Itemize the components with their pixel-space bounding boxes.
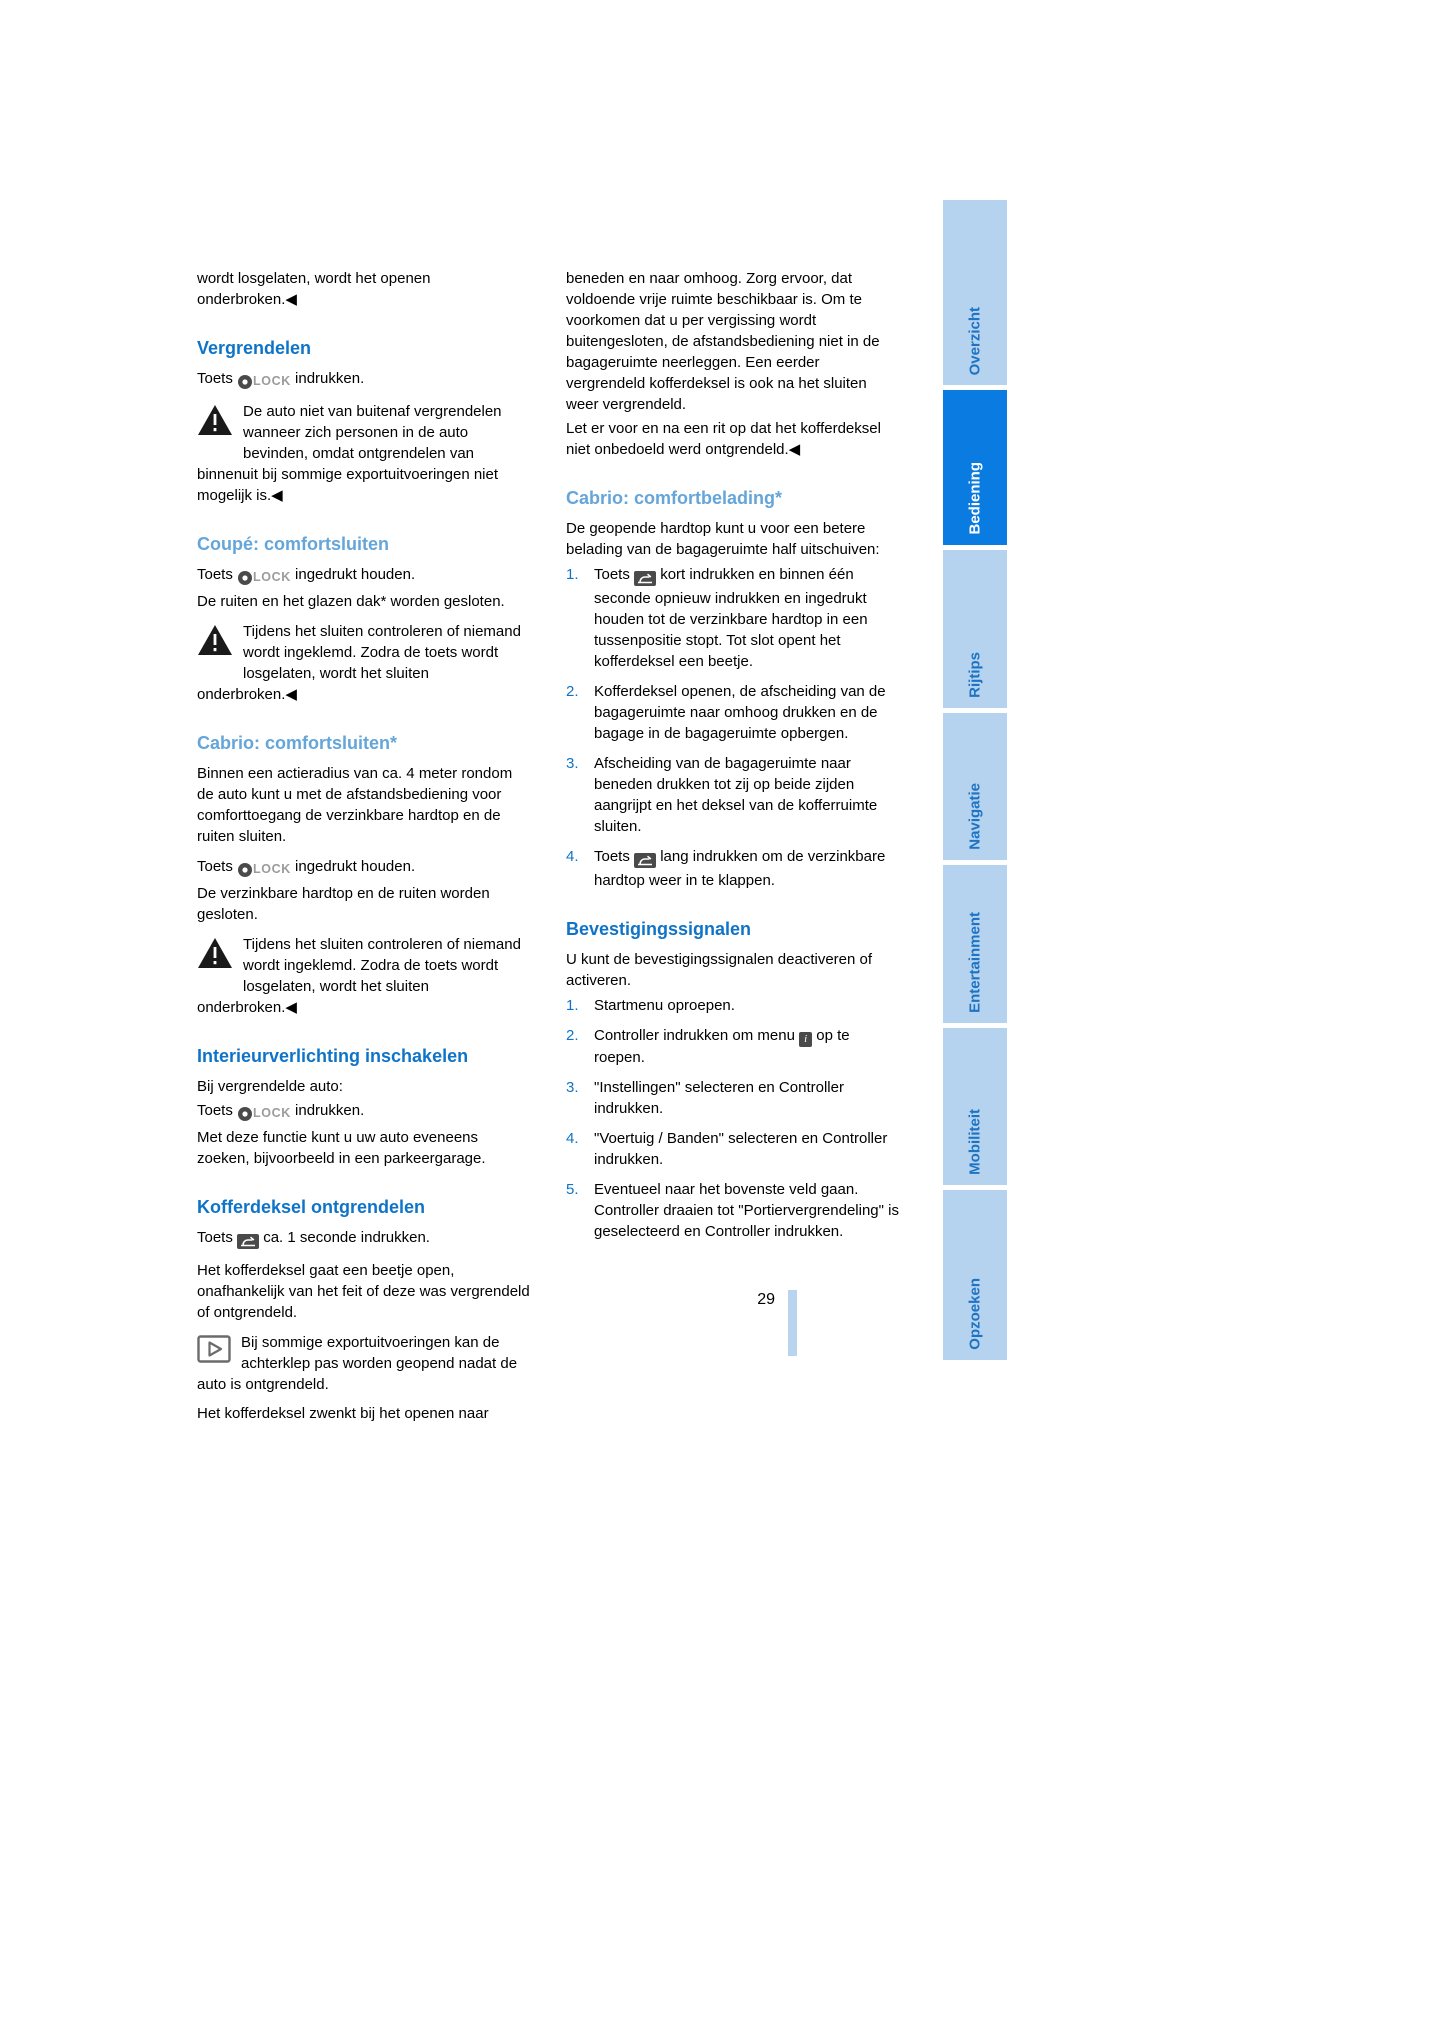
tab-label: Overzicht xyxy=(966,306,984,375)
text: Controller indrukken om menu xyxy=(594,1027,795,1044)
text: Kofferdeksel openen, de afscheiding van de bagageruimte naar omhoog drukken en de bagage in de bagageruimte opbergen. xyxy=(594,683,886,742)
heading-cabrio-comfortbelading: Cabrio: comfortbelading* xyxy=(566,488,783,508)
list-item xyxy=(566,681,902,744)
tab-label: Entertainment xyxy=(966,912,984,1013)
heading-bevestigingssignalen: Bevestigingssignalen xyxy=(566,919,752,939)
warning-icon xyxy=(197,404,233,442)
tab-label: Navigatie xyxy=(966,783,984,850)
text: Startmenu oproepen. xyxy=(594,997,735,1014)
list-number: 4. xyxy=(566,848,579,865)
lock-icon-label: LOCK xyxy=(253,1106,291,1120)
lock-remote-icon xyxy=(237,859,291,880)
text: Toets xyxy=(197,858,233,875)
list-number: 3. xyxy=(566,755,579,772)
list-item xyxy=(566,1077,902,1119)
lock-icon-label: LOCK xyxy=(253,862,291,876)
text: kort indrukken en binnen één seconde opnieuw indrukken en ingedrukt houden tot de verzinkbare hardtop in een tussenpositie stopt. Tot slot opent het kofferdeksel een beetje. xyxy=(594,566,868,670)
heading-coupe-comfortsluiten: Coupé: comfortsluiten xyxy=(197,534,389,554)
trunk-release-icon xyxy=(634,567,656,588)
paragraph: Het kofferdeksel zwenkt bij het openen naar xyxy=(197,1405,489,1422)
text: Toets xyxy=(197,1229,233,1246)
text: ingedrukt houden. xyxy=(295,566,416,583)
heading-kofferdeksel: Kofferdeksel ontgrendelen xyxy=(197,1197,426,1217)
heading-interieurverlichting: Interieurverlichting inschakelen xyxy=(197,1046,469,1066)
list-item xyxy=(566,1128,902,1170)
list-item xyxy=(566,753,902,837)
text: Toets xyxy=(594,848,630,865)
warning-text: Tijdens het sluiten controleren of niemand wordt ingeklemd. Zodra de toets wordt losgelaten, wordt het sluiten onderbroken.◀ xyxy=(197,623,521,703)
text: op te roepen. xyxy=(594,1027,850,1066)
tab-label: Bediening xyxy=(966,462,984,535)
page-footer xyxy=(566,1290,902,1356)
warning-text: Tijdens het sluiten controleren of niemand wordt ingeklemd. Zodra de toets wordt losgelaten, wordt het sluiten onderbroken.◀ xyxy=(197,936,521,1016)
paragraph: De verzinkbare hardtop en de ruiten worden gesloten. xyxy=(197,885,490,923)
paragraph: Binnen een actieradius van ca. 4 meter rondom de auto kunt u met de afstandsbediening voor comforttoegang de verzinkbare hardtop en de ruiten sluiten. xyxy=(197,765,513,845)
page-marker-bar xyxy=(788,1290,797,1356)
text: Afscheiding van de bagageruimte naar beneden drukken tot zij op beide zijden aangrijpt en het deksel van de kofferruimte sluiten. xyxy=(594,755,878,835)
paragraph: beneden en naar omhoog. Zorg ervoor, dat voldoende vrije ruimte beschikbaar is. Om te voorkomen dat u per vergissing wordt buitengesloten, de afstandsbediening niet in de bagageruimte neerleggen. Een eerder vergrendeld kofferdeksel is ook na het sluiten weer vergrendeld. xyxy=(566,270,880,413)
paragraph-toets-lock xyxy=(197,564,533,588)
text: Toets xyxy=(594,566,630,583)
tab-bediening xyxy=(943,390,1007,545)
warning-block xyxy=(197,401,533,506)
warning-block xyxy=(197,934,533,1018)
page-content xyxy=(197,268,903,1427)
paragraph-toets-lock xyxy=(197,856,533,880)
list-item xyxy=(566,995,902,1016)
text: Toets xyxy=(197,566,233,583)
note-text: Bij sommige exportuitvoeringen kan de achterklep pas worden geopend nadat de auto is ontgrendeld. xyxy=(197,1334,518,1393)
list-item xyxy=(566,1025,902,1068)
tab-opzoeken xyxy=(943,1190,1007,1360)
warning-icon xyxy=(197,937,233,975)
list-item xyxy=(566,564,902,672)
warning-text: De auto niet van buitenaf vergrendelen wanneer zich personen in de auto bevinden, omdat ontgrendelen van binnenuit bij sommige exportuitvoeringen niet mogelijk is.◀ xyxy=(197,403,502,504)
paragraph: Let er voor en na een rit op dat het kofferdeksel niet onbedoeld werd ontgrendeld.◀ xyxy=(566,420,881,458)
list-item xyxy=(566,846,902,891)
tab-label: Rijtips xyxy=(966,652,984,698)
text: "Instellingen" selecteren en Controller indrukken. xyxy=(594,1079,844,1117)
paragraph: U kunt de bevestigingssignalen deactiveren of activeren. xyxy=(566,951,873,989)
page-number: 29 xyxy=(757,1291,775,1308)
text: Toets xyxy=(197,1102,233,1119)
list-number: 2. xyxy=(566,683,579,700)
note-block xyxy=(197,1332,533,1395)
paragraph: Bij vergrendelde auto: xyxy=(197,1078,343,1095)
lock-remote-icon xyxy=(237,567,291,588)
heading-cabrio-comfortsluiten: Cabrio: comfortsluiten* xyxy=(197,733,398,753)
menu-info-icon: i xyxy=(799,1032,812,1047)
list-number: 2. xyxy=(566,1027,579,1044)
paragraph-continued: wordt losgelaten, wordt het openen onderbroken.◀ xyxy=(197,270,431,308)
lock-remote-icon xyxy=(237,371,291,392)
lock-icon-label: LOCK xyxy=(253,570,291,584)
note-icon xyxy=(197,1335,231,1369)
list-item xyxy=(566,1179,902,1242)
ordered-list-bevestiging xyxy=(566,995,902,1242)
tab-mobiliteit xyxy=(943,1028,1007,1185)
tab-overzicht xyxy=(943,200,1007,385)
trunk-release-icon xyxy=(634,849,656,870)
paragraph: De ruiten en het glazen dak* worden gesloten. xyxy=(197,593,505,610)
lock-remote-icon xyxy=(237,1103,291,1124)
text: indrukken. xyxy=(295,370,365,387)
list-number: 4. xyxy=(566,1130,579,1147)
tab-navigatie xyxy=(943,713,1007,860)
tab-label: Mobiliteit xyxy=(966,1109,984,1175)
right-column xyxy=(566,268,902,1427)
paragraph: Het kofferdeksel gaat een beetje open, onafhankelijk van het feit of deze was vergrendeld of ontgrendeld. xyxy=(197,1262,530,1321)
trunk-release-icon xyxy=(237,1230,259,1251)
paragraph-toets-lock xyxy=(197,1100,533,1124)
warning-block xyxy=(197,621,533,705)
text: lang indrukken om de verzinkbare hardtop weer in te klappen. xyxy=(594,848,886,889)
text: Toets xyxy=(197,370,233,387)
text: "Voertuig / Banden" selecteren en Controller indrukken. xyxy=(594,1130,888,1168)
text: ingedrukt houden. xyxy=(295,858,416,875)
tab-rijtips xyxy=(943,550,1007,708)
tab-entertainment xyxy=(943,865,1007,1023)
list-number: 1. xyxy=(566,997,579,1014)
section-tabs xyxy=(943,200,1007,1365)
list-number: 1. xyxy=(566,566,579,583)
lock-icon-label: LOCK xyxy=(253,374,291,388)
left-column xyxy=(197,268,533,1427)
ordered-list-comfortbelading xyxy=(566,564,902,891)
tab-label: Opzoeken xyxy=(966,1278,984,1350)
paragraph-toets-lock xyxy=(197,368,533,392)
warning-icon xyxy=(197,624,233,662)
paragraph: De geopende hardtop kunt u voor een betere belading van de bagageruimte half uitschuiven: xyxy=(566,520,880,558)
heading-vergrendelen: Vergrendelen xyxy=(197,338,312,358)
text: Eventueel naar het bovenste veld gaan. Controller draaien tot "Portiervergrendeling" is geselecteerd en Controller indrukken. xyxy=(594,1181,899,1240)
paragraph: Met deze functie kunt u uw auto eveneens zoeken, bijvoorbeeld in een parkeergarage. xyxy=(197,1129,486,1167)
paragraph-toets-trunk xyxy=(197,1227,533,1251)
text: indrukken. xyxy=(295,1102,365,1119)
list-number: 3. xyxy=(566,1079,579,1096)
list-number: 5. xyxy=(566,1181,579,1198)
text: ca. 1 seconde indrukken. xyxy=(263,1229,430,1246)
